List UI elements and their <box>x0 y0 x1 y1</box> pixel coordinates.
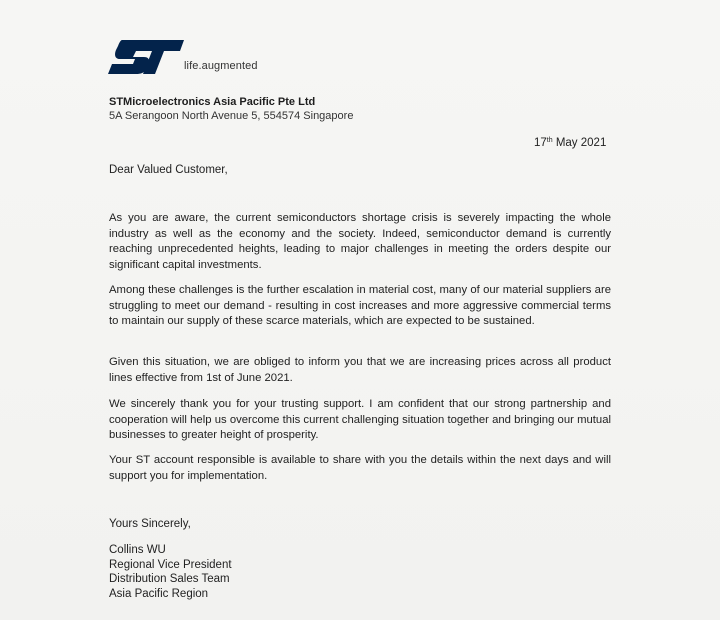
paragraph-material-cost: Among these challenges is the further escalation in material cost, many of our material suppliers are struggling to meet our demand - resulting in cost increases and more aggressive commercial terms to maintain our supply of these scarce materials, which are expected to be sustained. <box>109 284 611 327</box>
closing: Yours Sincerely, <box>109 518 191 530</box>
signer-title: Regional Vice President <box>109 558 232 571</box>
signer-name: Collins WU <box>109 544 166 556</box>
signature-block <box>109 543 232 601</box>
letter-date <box>534 137 606 149</box>
paragraph-shortage: As you are aware, the current semiconductors shortage crisis is severely impacting the whole industry as well as the economy and the society. Indeed, semiconductor demand is currently reaching unprecedented heights, leading to major challenges in meeting the orders despite our significant capital investments. <box>109 212 611 271</box>
date-rest: May 2021 <box>552 137 607 149</box>
date-suffix: th <box>546 137 553 144</box>
st-logo <box>106 38 186 76</box>
salutation: Dear Valued Customer, <box>109 164 228 176</box>
signer-region: Asia Pacific Region <box>109 587 209 600</box>
paragraph-price-increase: Given this situation, we are obliged to inform you that we are increasing prices across all product lines effective from 1st of June 2021. <box>109 356 611 384</box>
paragraph-account-support: Your ST account responsible is available to share with you the details within the next days and will support you for implementation. <box>109 454 611 482</box>
signer-team: Distribution Sales Team <box>109 573 230 585</box>
sender-address: 5A Serangoon North Avenue 5, 554574 Singapore <box>109 110 354 122</box>
date-day: 17 <box>534 137 547 149</box>
sender-company: STMicroelectronics Asia Pacific Pte Ltd <box>109 96 316 108</box>
paragraph-thanks: We sincerely thank you for your trusting support. I am confident that our strong partnership and cooperation will help us overcome this current challenging situation together and bringing our mutual businesses to greater height of prosperity. <box>109 398 611 441</box>
brand-tagline: life.augmented <box>184 60 258 72</box>
